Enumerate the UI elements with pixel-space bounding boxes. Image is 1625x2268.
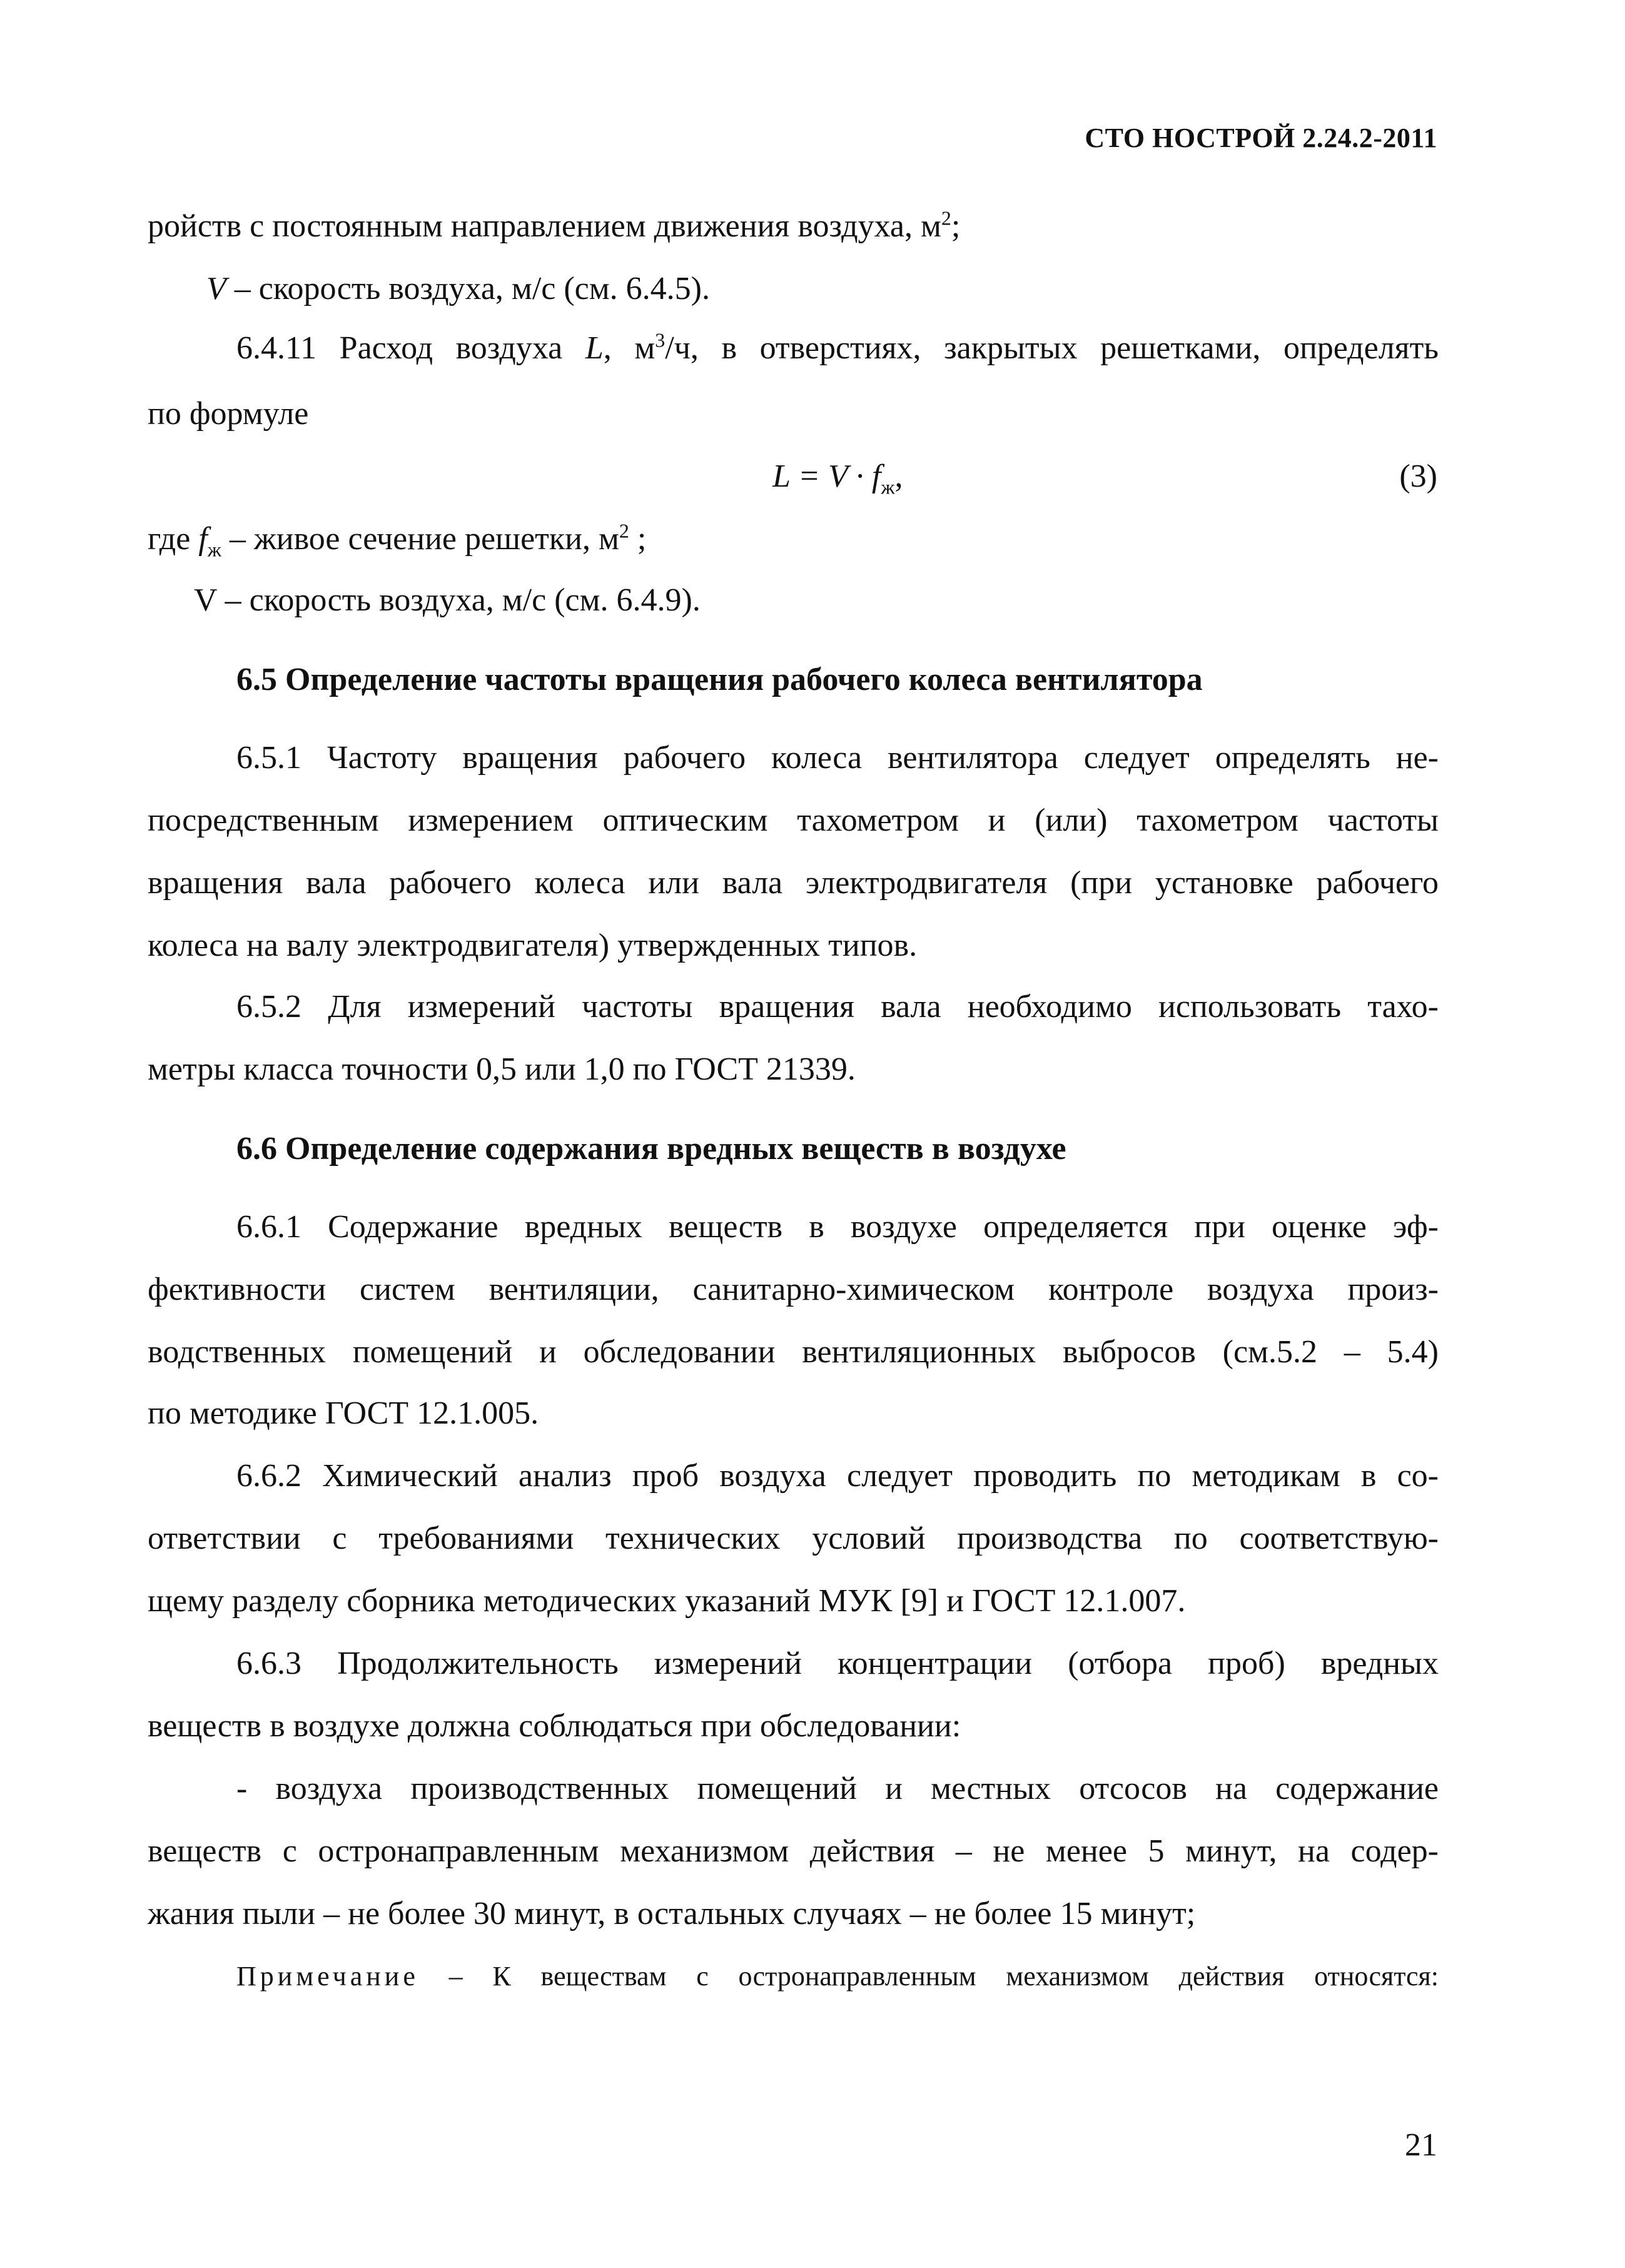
text-run: ; xyxy=(951,208,961,244)
subscript: ж xyxy=(881,475,895,499)
text-line: V – скорость воздуха, м/с (см. 6.4.9). xyxy=(194,582,701,618)
page-number: 21 xyxy=(1405,2127,1437,2163)
text-line: веществ в воздухе должна соблюдаться при обследовании: xyxy=(148,1708,961,1744)
text-line: жания пыли – не более 30 минут, в остальных случаях – не более 15 минут; xyxy=(148,1896,1196,1931)
text-line xyxy=(206,269,1497,309)
section-heading-6-5: 6.5 Определение частоты вращения рабочего колеса вентилятора xyxy=(236,662,1203,697)
formula-text: L = V · f xyxy=(772,458,881,494)
document-header: СТО НОСТРОЙ 2.24.2-2011 xyxy=(1085,123,1437,153)
text-run: /ч, в отверстиях, закрытых решетками, определять xyxy=(665,330,1439,366)
formula xyxy=(772,457,903,497)
text-run: 6.4.11 Расход воздуха xyxy=(236,330,585,366)
superscript: 2 xyxy=(619,519,629,542)
text-line xyxy=(148,519,1439,559)
formula-number: (3) xyxy=(1399,458,1437,494)
text-line: ответствии с требованиями технических условий производства по соответствую- xyxy=(148,1521,1439,1556)
note-label: Примечание xyxy=(236,1961,419,1992)
text-run: ройств с постоянным направлением движения воздуха, м xyxy=(148,208,941,244)
section-heading-6-6: 6.6 Определение содержания вредных веществ в воздухе xyxy=(236,1131,1066,1167)
text-line: 6.5.1 Частоту вращения рабочего колеса вентилятора следует определять не- xyxy=(236,740,1439,776)
variable: V xyxy=(206,271,226,306)
text-line: по методике ГОСТ 12.1.005. xyxy=(148,1395,539,1431)
text-line: по формуле xyxy=(148,396,309,432)
text-line: 6.6.2 Химический анализ проб воздуха следует проводить по методикам в со- xyxy=(236,1458,1439,1494)
text-line: 6.6.3 Продолжительность измерений концентрации (отбора проб) вредных xyxy=(236,1646,1439,1681)
text-run: ; xyxy=(629,521,647,557)
text-line: водственных помещений и обследовании вентиляционных выбросов (см.5.2 – 5.4) xyxy=(148,1334,1439,1370)
superscript: 2 xyxy=(941,206,951,230)
text-line xyxy=(236,328,1439,368)
text-run: , м xyxy=(603,330,656,366)
superscript: 3 xyxy=(655,328,666,352)
note-text: – К веществам с остронаправленным механизмом действия относятся: xyxy=(418,1961,1439,1992)
variable: f xyxy=(198,521,208,557)
text-run: – скорость воздуха, м/с (см. 6.4.5). xyxy=(226,271,710,306)
text-line: колеса на валу электродвигателя) утвержденных типов. xyxy=(148,928,918,963)
text-run: , xyxy=(894,458,903,494)
text-line xyxy=(148,206,1439,246)
text-line: посредственным измерением оптическим тахометром и (или) тахометром частоты xyxy=(148,802,1439,838)
note-line xyxy=(236,1957,1439,1997)
text-line: фективности систем вентиляции, санитарно-химическом контроле воздуха произ- xyxy=(148,1272,1439,1307)
text-line: вращения вала рабочего колеса или вала электродвигателя (при установке рабочего xyxy=(148,865,1439,901)
text-line: - воздуха производственных помещений и местных отсосов на содержание xyxy=(236,1771,1439,1806)
text-line: щему разделу сборника методических указаний МУК [9] и ГОСТ 12.1.007. xyxy=(148,1583,1186,1619)
text-line: веществ с остронаправленным механизмом действия – не менее 5 минут, на содер- xyxy=(148,1833,1439,1869)
text-line: 6.6.1 Содержание вредных веществ в воздухе определяется при оценке эф- xyxy=(236,1209,1439,1245)
text-line: метры класса точности 0,5 или 1,0 по ГОСТ 21339. xyxy=(148,1051,856,1087)
text-run: где xyxy=(148,521,199,557)
subscript: ж xyxy=(207,538,221,561)
text-run: – живое сечение решетки, м xyxy=(221,521,619,557)
variable: L xyxy=(585,330,604,366)
text-line: 6.5.2 Для измерений частоты вращения вала необходимо использовать тахо- xyxy=(236,989,1439,1025)
